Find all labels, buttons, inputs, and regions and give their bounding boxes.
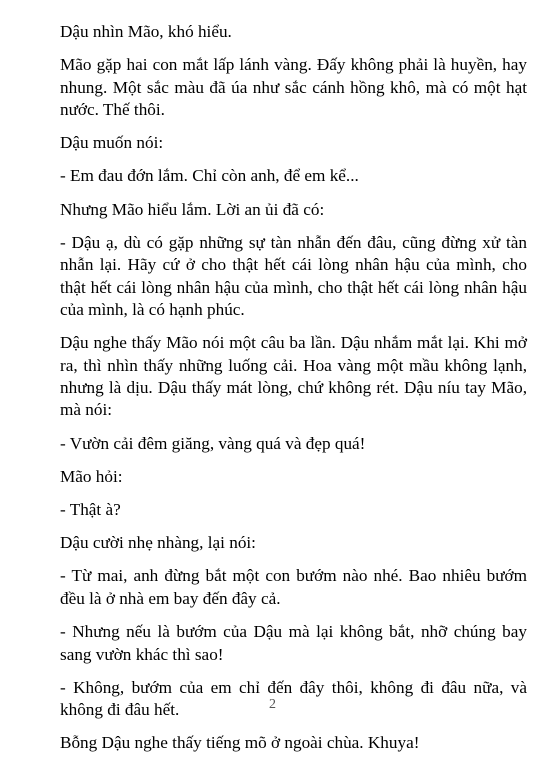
paragraph: Dậu cười nhẹ nhàng, lại nói: [60, 533, 256, 553]
paragraph: - Không, bướm của em chỉ đến đây thôi, không đi đâu nữa, và không đi đâu hết. [60, 677, 527, 720]
paragraph: Mão gặp hai con mắt lấp lánh vàng. Đấy không phải là huyền, hay nhung. Một sắc màu đã úa như sắc cánh hồng khô, mà có một hạt nước. Thế thôi. [60, 55, 527, 120]
paragraph: - Vườn cải đêm giăng, vàng quá và đẹp quá! [60, 433, 366, 453]
paragraph: Mão hỏi: [60, 466, 123, 486]
paragraph: Dậu nghe thấy Mão nói một câu ba lần. Dậu nhắm mắt lại. Khi mở ra, thì nhìn thấy những luống cải. Hoa vàng một mầu không lạnh, nhưng là dịu. Dậu thấy mát lòng, chứ không rét. Dậu níu tay Mão, mà nói: [60, 333, 527, 420]
page-number: 2 [269, 697, 276, 712]
paragraph: Dậu nhìn Mão, khó hiểu. [60, 22, 232, 41]
paragraph: Bỗng Dậu nghe thấy tiếng mõ ở ngoài chùa. Khuya! [60, 733, 420, 753]
paragraph: - Thật à? [60, 500, 121, 520]
paragraph: Dậu muốn nói: [60, 133, 164, 153]
paragraph: - Nhưng nếu là bướm của Dậu mà lại không bắt, nhỡ chúng bay sang vườn khác thì sao! [60, 622, 527, 664]
paragraph: - Em đau đớn lắm. Chỉ còn anh, để em kể... [60, 166, 359, 186]
paragraph: - Từ mai, anh đừng bắt một con bướm nào nhé. Bao nhiêu bướm đều là ở nhà em bay đến đây cả. [60, 566, 527, 608]
paragraph: Nhưng Mão hiểu lắm. Lời an ủi đã có: [60, 199, 325, 219]
body-text [60, 21, 527, 766]
paragraph: - Dậu ạ, dù có gặp những sự tàn nhẫn đến đâu, cũng đừng xử tàn nhẫn lại. Hãy cứ ở cho thật hết cái lòng nhân hậu của mình, cho thật hết cái lòng nhân hậu của mình, cho thật hết cái lòng nhân hậu của mình, là có hạnh phúc. [60, 232, 527, 320]
